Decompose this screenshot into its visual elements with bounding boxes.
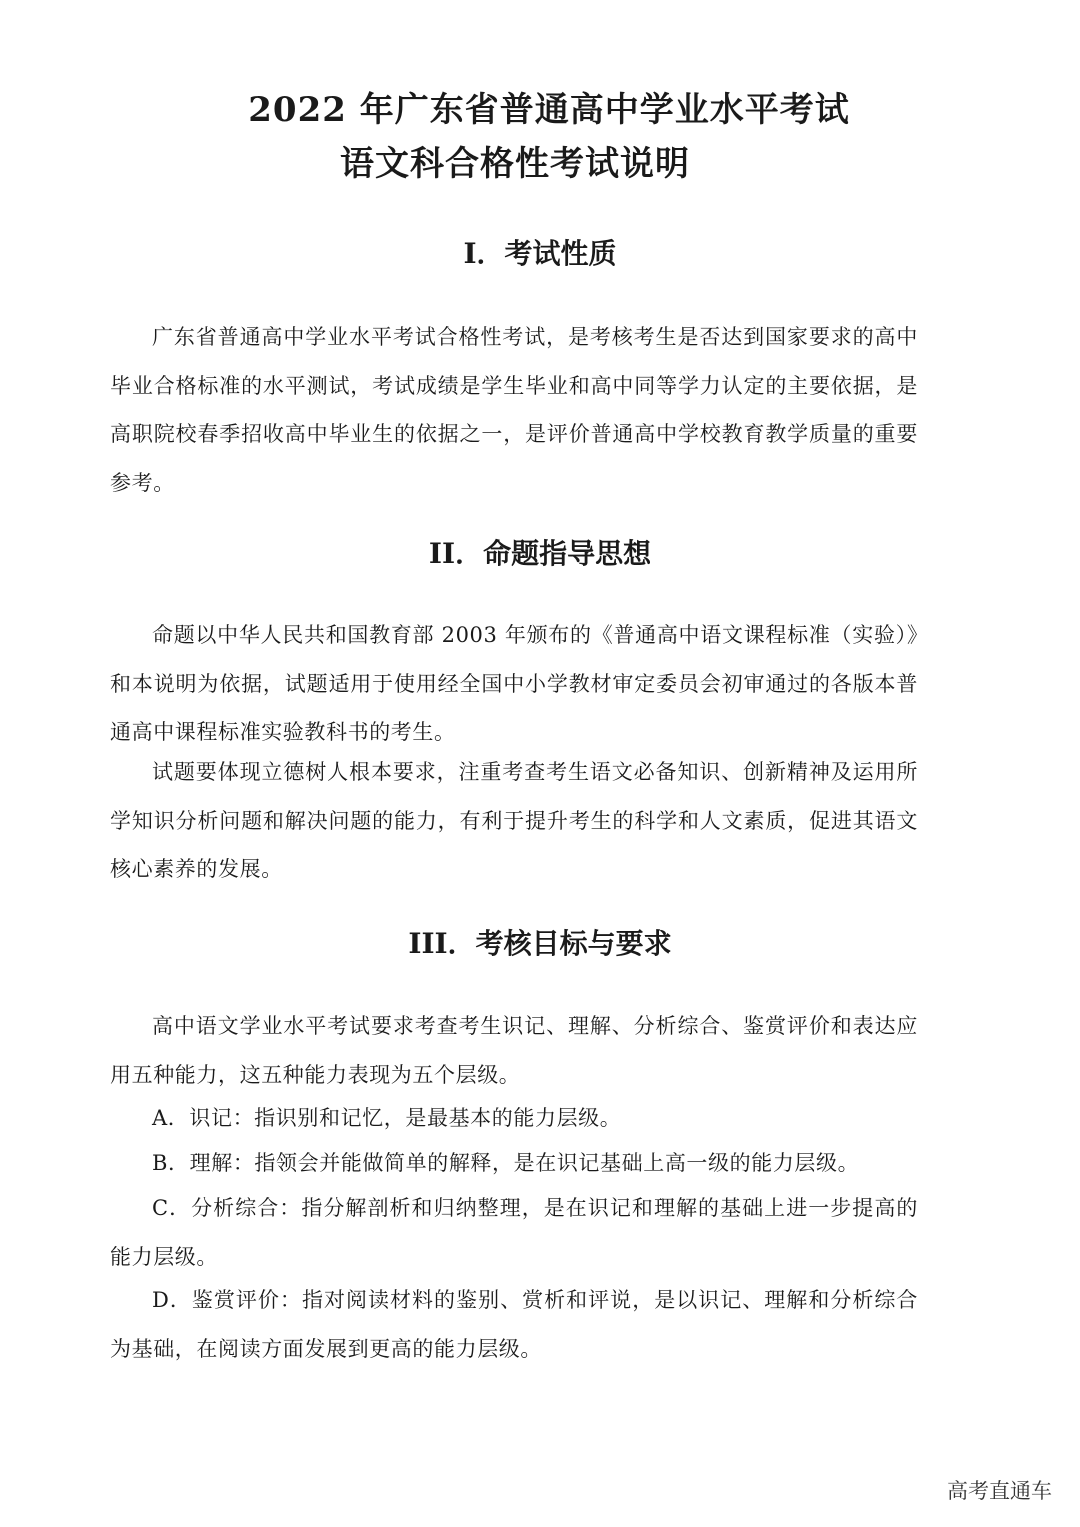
section-heading-guiding-principle: II．命题指导思想 xyxy=(428,537,652,570)
document-title-line-1: 2022 年广东省普通高中学业水平考试 xyxy=(248,90,850,130)
paragraph-level-d: D．鉴赏评价：指对阅读材料的鉴别、赏析和评说，是以识记、理解和分析综合为基础，在阅读方面发展到更高的能力层级。 xyxy=(110,1288,918,1361)
paragraph-level-c: C．分析综合：指分解剖析和归纳整理，是在识记和理解的基础上进一步提高的能力层级。 xyxy=(110,1196,918,1269)
paragraph-assessment-intro: 高中语文学业水平考试要求考查考生识记、理解、分析综合、鉴赏评价和表达应用五种能力，这五种能力表现为五个层级。 xyxy=(110,1014,918,1087)
watermark-text: 高考直通车 xyxy=(947,1479,1052,1503)
section-heading-exam-nature: I．考试性质 xyxy=(463,237,617,270)
section-heading-assessment-goals: III．考核目标与要求 xyxy=(408,927,672,960)
paragraph-guiding-principle-1: 命题以中华人民共和国教育部 2003 年颁布的《普通高中语文课程标准（实验）》和本说明为依据，试题适用于使用经全国中小学教材审定委员会初审通过的各版本普通高中课程标准实验教科书的考生。 xyxy=(110,623,918,744)
paragraph-level-b: B．理解：指领会并能做简单的解释，是在识记基础上高一级的能力层级。 xyxy=(152,1151,860,1175)
paragraph-level-a: A．识记：指识别和记忆，是最基本的能力层级。 xyxy=(152,1106,622,1130)
document-title-line-2: 语文科合格性考试说明 xyxy=(340,144,690,184)
paragraph-exam-nature: 广东省普通高中学业水平考试合格性考试，是考核考生是否达到国家要求的高中毕业合格标准的水平测试，考试成绩是学生毕业和高中同等学力认定的主要依据，是高职院校春季招收高中毕业生的依据之一，是评价普通高中学校教育教学质量的重要参考。 xyxy=(110,325,918,495)
paragraph-guiding-principle-2: 试题要体现立德树人根本要求，注重考查考生语文必备知识、创新精神及运用所学知识分析问题和解决问题的能力，有利于提升考生的科学和人文素质，促进其语文核心素养的发展。 xyxy=(110,760,918,881)
